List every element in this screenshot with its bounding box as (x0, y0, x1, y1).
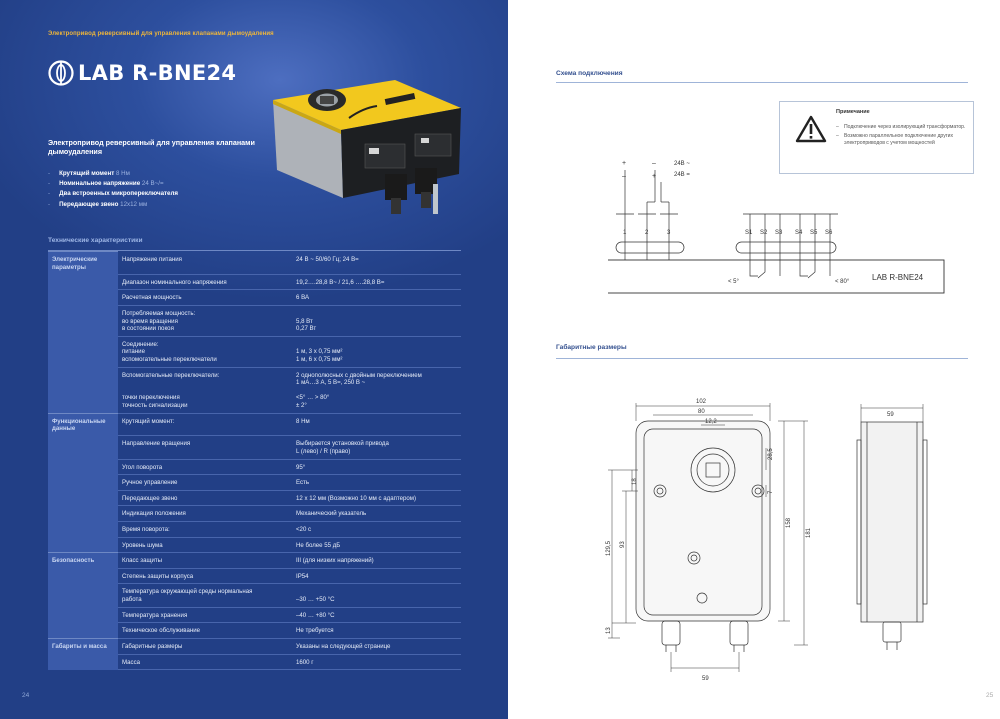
specs-row (48, 274, 461, 290)
specs-row (48, 305, 461, 336)
spec-label-line: Габаритные размеры (122, 642, 183, 650)
spec-label-line: в состоянии покоя (122, 325, 174, 333)
spec-label (118, 638, 292, 654)
spec-value (292, 522, 461, 538)
specs-table (48, 251, 461, 670)
spec-label-line: питание (122, 348, 145, 356)
specs-row (48, 506, 461, 522)
spec-label-line: Диапазон номинального напряжения (122, 278, 227, 286)
note-item: – Подключение через изолирующий трансформатор. (836, 124, 970, 130)
specs-row (48, 413, 461, 436)
spec-value-line: 2 однополюсных с двойным переключением (296, 371, 422, 379)
wiring-title: Схема подключения (556, 70, 623, 77)
spec-group: Функциональные данные (48, 413, 118, 436)
spec-label-line: Индикация положения (122, 510, 186, 518)
spec-value-line: <20 с (296, 526, 312, 534)
spec-label (118, 252, 292, 275)
dimension-drawing-front (598, 388, 828, 688)
note-item: – Возможно параллельное подключение других электроприводов с учетом мощностей (836, 133, 970, 146)
spec-value-line: –40 … +80 °C (296, 611, 335, 619)
feature-key: Передающее звено (59, 200, 119, 208)
specs-row (48, 568, 461, 584)
spec-value (292, 475, 461, 491)
product-title: LAB R-BNE24 (78, 61, 237, 85)
feature-key: Два встроенных микропереключателя (59, 190, 179, 198)
terminal-label: 3 (667, 230, 671, 236)
spec-label (118, 367, 292, 413)
spec-group (48, 607, 118, 623)
spec-label (118, 274, 292, 290)
spec-value (292, 638, 461, 654)
specs-row (48, 436, 461, 459)
spec-label (118, 336, 292, 367)
spec-group (48, 336, 118, 367)
spec-label (118, 522, 292, 538)
spec-label-line: точки переключения (122, 394, 180, 402)
spec-value-line: Не более 55 дБ (296, 541, 341, 549)
specs-row (48, 490, 461, 506)
feature-list (48, 170, 178, 211)
terminal-label: 2 (645, 230, 649, 236)
spec-label-line: во время вращения (122, 317, 178, 325)
specs-row (48, 553, 461, 569)
divider (556, 82, 968, 83)
spec-label-line: Соединение: (122, 340, 159, 348)
spec-label-line: Напряжение питания (122, 255, 182, 263)
specs-row (48, 336, 461, 367)
spec-label-line: Угол поворота (122, 463, 163, 471)
specs-row (48, 607, 461, 623)
spec-label-line: Потребляемая мощность: (122, 309, 196, 317)
spec-label (118, 623, 292, 639)
spec-value-line: Не требуется (296, 627, 334, 635)
spec-value (292, 367, 461, 413)
dimension-label: 129,5 (606, 540, 612, 556)
spec-label-line: Уровень шума (122, 541, 163, 549)
spec-value (292, 584, 461, 607)
spec-label-line: Ручное управление (122, 479, 178, 487)
actuator-product-image (265, 78, 465, 218)
spec-group (48, 436, 118, 459)
spec-value (292, 336, 461, 367)
spec-group (48, 584, 118, 607)
terminal-label: S2 (760, 230, 768, 236)
spec-value-line: ± 2° (296, 402, 307, 410)
spec-label-line: Крутящий момент: (122, 417, 175, 425)
spec-value (292, 290, 461, 306)
spec-value (292, 623, 461, 639)
spec-label-line: Техническое обслуживание (122, 627, 200, 635)
dimensions-title: Габаритные размеры (556, 344, 627, 351)
spec-label (118, 475, 292, 491)
spec-label (118, 490, 292, 506)
feature-item: - Крутящий момент 8 Нм (48, 170, 130, 177)
spec-label (118, 553, 292, 569)
spec-value (292, 459, 461, 475)
specs-row (48, 475, 461, 491)
spec-label (118, 305, 292, 336)
spec-value (292, 436, 461, 459)
spec-label-line: Время поворота: (122, 526, 170, 534)
tech-specs-title: Технические характеристики (48, 237, 143, 244)
spec-value (292, 490, 461, 506)
spec-label-line: вспомогательные переключатели (122, 355, 217, 363)
spec-value-line: 6 ВА (296, 294, 310, 302)
spec-value-line: Механический указатель (296, 510, 367, 518)
spec-label (118, 436, 292, 459)
terminal-label: S3 (775, 230, 783, 236)
dimension-label: 18 (632, 478, 638, 485)
specs-row (48, 623, 461, 639)
specs-row (48, 252, 461, 275)
spec-value-line (296, 387, 457, 395)
spec-label-line: работа (122, 596, 142, 604)
spec-label-line: Температура окружающей среды нормальная (122, 588, 253, 596)
spec-label-line: Вспомогательные переключатели: (122, 371, 220, 379)
spec-group (48, 522, 118, 538)
note-title: Примечание (836, 109, 870, 115)
dimension-label: 7 (768, 490, 774, 494)
spec-value-line: 8 Нм (296, 417, 310, 425)
spec-value (292, 274, 461, 290)
spec-value (292, 252, 461, 275)
spec-group: Безопасность (48, 553, 118, 569)
dimension-label: 59 (887, 412, 894, 418)
product-subtitle: Электропривод реверсивный для управления клапанами дымоудаления (48, 138, 255, 157)
feature-value: 24 В~/= (141, 180, 164, 188)
spec-value-line: Есть (296, 479, 310, 487)
spec-group (48, 305, 118, 336)
spec-value-line: 24 В ~ 50/60 Гц; 24 В= (296, 255, 359, 263)
page-number: 24 (22, 692, 30, 699)
wiring-model-label: LAB R-BNE24 (872, 273, 924, 282)
feature-item: - Два встроенных микропереключателя (48, 190, 179, 198)
spec-group (48, 459, 118, 475)
dimension-label: 59 (702, 676, 709, 682)
dimension-label: 80 (698, 409, 705, 415)
spec-value-line (296, 310, 457, 318)
spec-label-line: Передающее звено (122, 494, 178, 502)
spec-group: Габариты и масса (48, 638, 118, 654)
spec-value (292, 568, 461, 584)
specs-row (48, 522, 461, 538)
spec-group (48, 490, 118, 506)
spec-label (118, 413, 292, 436)
spec-label-line: Направление вращения (122, 440, 191, 448)
spec-value-line: 95° (296, 463, 306, 471)
spec-label (118, 654, 292, 670)
switch-point-label: < 5° (728, 279, 739, 285)
spec-label (118, 290, 292, 306)
dimension-drawing-side (843, 400, 943, 670)
wiring-plus-2: + (652, 173, 657, 180)
spec-value-line: 1 м, 6 x 0,75 мм² (296, 355, 343, 363)
terminal-label: S6 (825, 230, 833, 236)
spec-group (48, 475, 118, 491)
spec-label (118, 607, 292, 623)
spec-label (118, 584, 292, 607)
spec-label (118, 537, 292, 553)
spec-label-line: Расчетная мощность (122, 294, 182, 302)
spec-label (118, 568, 292, 584)
spec-group (48, 568, 118, 584)
spec-value-line: 1 мА…3 А, 5 В=, 250 В ~ (296, 379, 366, 387)
feature-item: - Передающее звено 12x12 мм (48, 200, 148, 208)
spec-value-line (296, 341, 457, 349)
spec-value (292, 654, 461, 670)
spec-group (48, 290, 118, 306)
spec-group (48, 506, 118, 522)
dimension-label: 12,2 (705, 419, 717, 425)
terminal-label: S4 (795, 230, 803, 236)
spec-value-line (296, 588, 457, 596)
page-number: 25 (986, 692, 994, 699)
spec-value-line: L (лево) / R (право) (296, 447, 351, 455)
spec-value-line: 1 м, 3 x 0,75 мм² (296, 348, 343, 356)
specs-row (48, 654, 461, 670)
wiring-plus-1: + (622, 160, 627, 167)
spec-value-line: Указаны на следующей странице (296, 642, 391, 650)
spec-value (292, 506, 461, 522)
feature-key: Номинальное напряжение (59, 180, 141, 188)
spec-group: Электрические параметры (48, 252, 118, 275)
spec-label-line (122, 387, 288, 395)
wiring-minus-1: – (622, 173, 626, 180)
spec-label-line: Класс защиты (122, 557, 163, 565)
spec-value (292, 413, 461, 436)
terminal-label: 1 (623, 230, 627, 236)
specs-row (48, 537, 461, 553)
spec-group (48, 367, 118, 413)
specs-row (48, 459, 461, 475)
spec-value-line: 0,27 Вт (296, 325, 317, 333)
wiring-diagram (608, 150, 948, 300)
spec-value (292, 553, 461, 569)
spec-group (48, 274, 118, 290)
lab-logo-icon (48, 60, 74, 86)
terminal-label: S5 (810, 230, 818, 236)
spec-label-line: Температура хранения (122, 611, 188, 619)
dimension-label: 181 (806, 527, 812, 538)
specs-row (48, 584, 461, 607)
terminal-label: S1 (745, 230, 753, 236)
spec-value (292, 305, 461, 336)
spec-value-line: III (для низких напряжений) (296, 557, 374, 565)
wiring-minus-2: – (652, 160, 656, 167)
voltage-ac-label: 24В ~ (674, 161, 690, 167)
spec-value-line: 5,8 Вт (296, 317, 313, 325)
spec-label-line: Масса (122, 658, 141, 666)
switch-point-label: < 80° (835, 279, 850, 285)
feature-item: - Номинальное напряжение 24 В~/= (48, 180, 164, 188)
dimension-label: 158 (786, 517, 792, 528)
note-list (836, 124, 970, 149)
brand (48, 60, 236, 86)
spec-value (292, 607, 461, 623)
dimension-label: 102 (696, 399, 707, 405)
spec-value-line: <5° … > 80° (296, 394, 330, 402)
spec-label (118, 506, 292, 522)
spec-group (48, 654, 118, 670)
dimension-label: 93 (620, 541, 626, 548)
spec-value-line: 19,2….28,8 В~ / 21,6 ….28,8 В= (296, 278, 385, 286)
spec-group (48, 623, 118, 639)
feature-value: 12x12 мм (120, 200, 148, 208)
spec-value-line: IP54 (296, 572, 309, 580)
feature-key: Крутящий момент (59, 170, 115, 177)
specs-row (48, 367, 461, 413)
dimension-label: 13 (606, 627, 612, 634)
spec-value-line: –30 … +50 °C (296, 596, 335, 604)
page-kicker: Электропривод реверсивный для управления клапанами дымоудаления (48, 31, 274, 37)
warning-icon (795, 115, 827, 143)
right-page (508, 0, 1000, 719)
spec-value-line: 1600 г (296, 658, 314, 666)
spec-label (118, 459, 292, 475)
spec-value-line: Выбирается установкой привода (296, 440, 389, 448)
spec-label-line (122, 379, 288, 387)
spec-label-line: Степень защиты корпуса (122, 572, 194, 580)
spec-group (48, 537, 118, 553)
spec-value (292, 537, 461, 553)
dimension-label: 28,5 (768, 448, 774, 460)
divider (556, 358, 968, 359)
spec-label-line: точность сигнализации (122, 402, 188, 410)
spec-value-line: 12 x 12 мм (Возможно 10 мм с адаптером) (296, 494, 417, 502)
voltage-dc-label: 24В = (674, 172, 690, 178)
feature-value: 8 Нм (115, 170, 130, 177)
specs-row (48, 290, 461, 306)
specs-row (48, 638, 461, 654)
